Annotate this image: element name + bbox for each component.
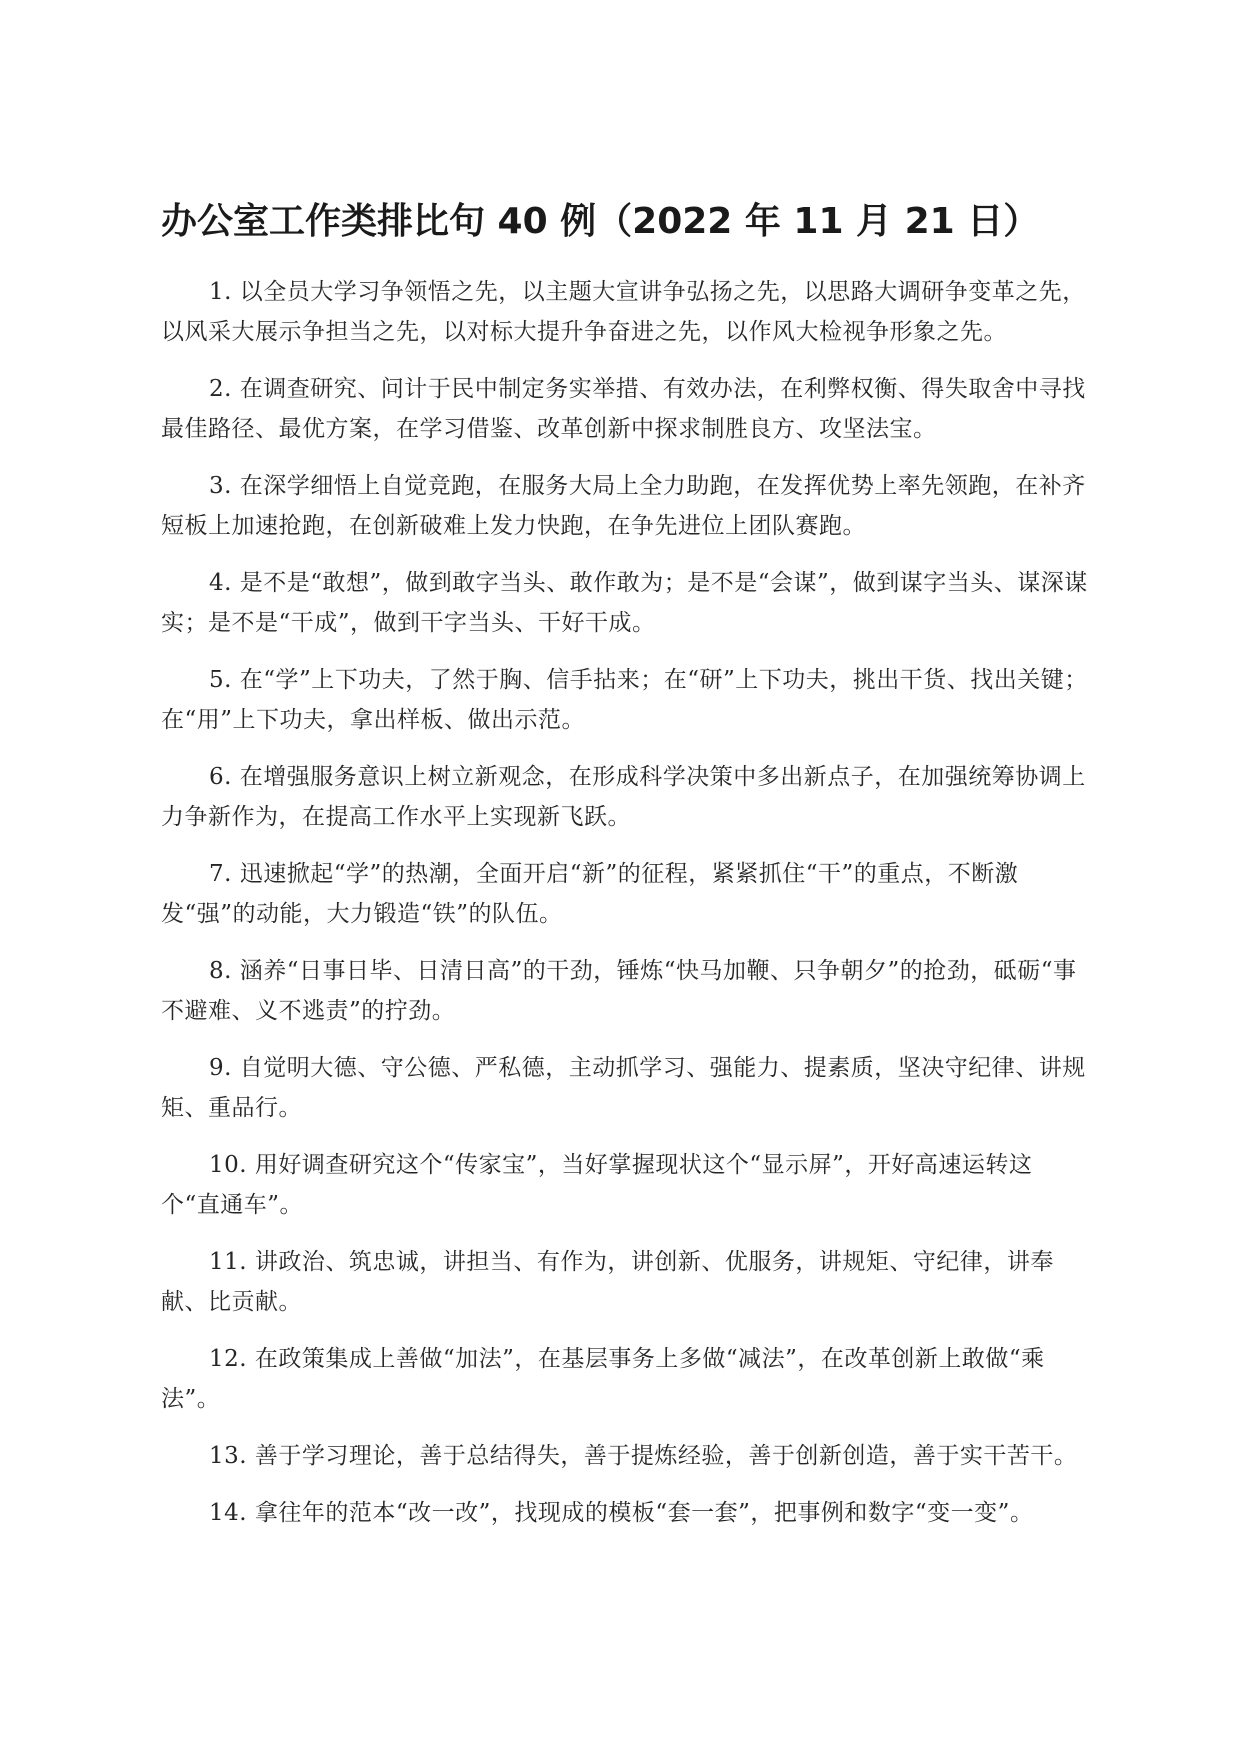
list-item: 8. 涵养“日事日毕、日清日高”的干劲，锤炼“快马加鞭、只争朝夕”的抢劲，砥砺“事不避难、义不逃责”的拧劲。	[161, 958, 1077, 1024]
list-item: 7. 迅速掀起“学”的热潮，全面开启“新”的征程，紧紧抓住“干”的重点，不断激发“强”的动能，大力锻造“铁”的队伍。	[161, 861, 1019, 927]
list-item: 2. 在调查研究、问计于民中制定务实举措、有效办法，在利弊权衡、得失取舍中寻找最佳路径、最优方案，在学习借鉴、改革创新中探求制胜良方、攻坚法宝。	[161, 376, 1086, 442]
list-item: 5. 在“学”上下功夫，了然于胸、信手拈来；在“研”上下功夫，挑出干货、找出关键；在“用”上下功夫，拿出样板、做出示范。	[161, 667, 1088, 733]
list-item: 13. 善于学习理论，善于总结得失，善于提炼经验，善于创新创造，善于实干苦干。	[209, 1443, 1078, 1469]
list-item: 11. 讲政治、筑忠诚，讲担当、有作为，讲创新、优服务，讲规矩、守纪律，讲奉献、比贡献。	[161, 1249, 1054, 1315]
list-item: 9. 自觉明大德、守公德、严私德，主动抓学习、强能力、提素质，坚决守纪律、讲规矩、重品行。	[161, 1055, 1086, 1121]
sentence-list	[161, 272, 1091, 1550]
list-item: 10. 用好调查研究这个“传家宝”，当好掌握现状这个“显示屏”，开好高速运转这个“直通车”。	[161, 1152, 1033, 1218]
list-item: 3. 在深学细悟上自觉竞跑，在服务大局上全力助跑，在发挥优势上率先领跑，在补齐短板上加速抢跑，在创新破难上发力快跑，在争先进位上团队赛跑。	[161, 473, 1086, 539]
list-item: 12. 在政策集成上善做“加法”，在基层事务上多做“减法”，在改革创新上敢做“乘法”。	[161, 1346, 1045, 1412]
list-item: 14. 拿往年的范本“改一改”，找现成的模板“套一套”，把事例和数字“变一变”。	[209, 1500, 1034, 1526]
list-item: 6. 在增强服务意识上树立新观念，在形成科学决策中多出新点子，在加强统筹协调上力争新作为，在提高工作水平上实现新飞跃。	[161, 764, 1086, 830]
list-item: 4. 是不是“敢想”，做到敢字当头、敢作敢为；是不是“会谋”，做到谋字当头、谋深谋实；是不是“干成”，做到干字当头、干好干成。	[161, 570, 1088, 636]
document-title: 办公室工作类排比句 40 例（2022 年 11 月 21 日）	[161, 201, 1040, 242]
list-item: 1. 以全员大学习争领悟之先，以主题大宣讲争弘扬之先，以思路大调研争变革之先，以风采大展示争担当之先，以对标大提升争奋进之先，以作风大检视争形象之先。	[161, 279, 1086, 345]
